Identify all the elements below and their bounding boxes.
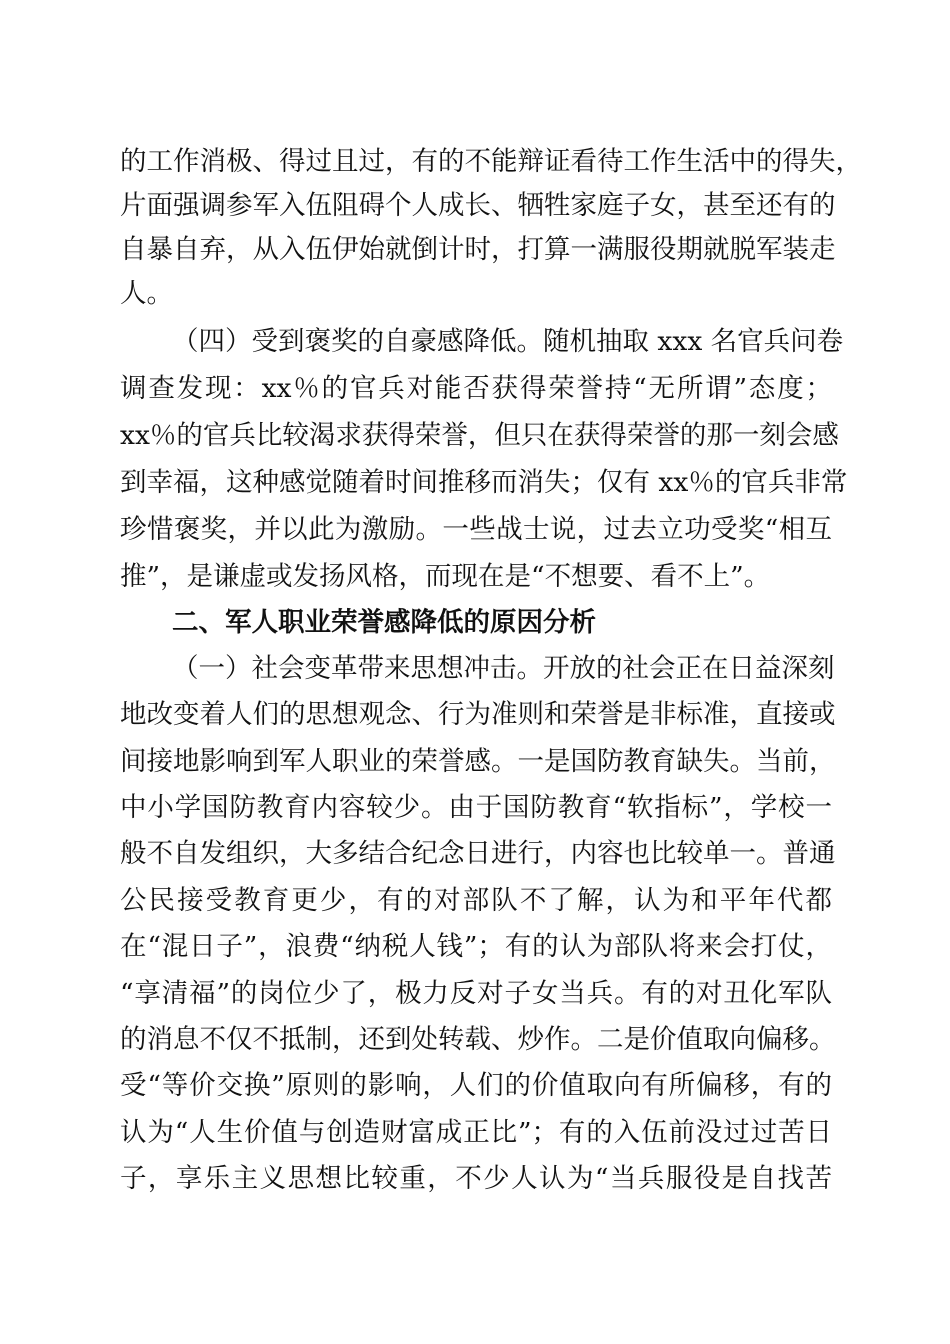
- body-text-line: 珍惜褒奖，并以此为激励。一些战士说，过去立功受奖“相互: [120, 514, 832, 545]
- body-text-line: 公民接受教育更少，有的对部队不了解，认为和平年代都: [120, 885, 832, 916]
- body-text-line: 中小学国防教育内容较少。由于国防教育“软指标”，学校一: [120, 792, 832, 823]
- section-four-lead-line: （四）受到褒奖的自豪感降低。随机抽取 xxx 名官兵问卷: [172, 326, 844, 357]
- body-text-line: 的工作消极、得过且过，有的不能辩证看待工作生活中的得失，: [120, 146, 862, 177]
- body-text-line: 人。: [120, 278, 173, 309]
- body-text-line: 子，享乐主义思想比较重，不少人认为“当兵服役是自找苦: [120, 1163, 832, 1194]
- body-text-line: xx％的官兵比较渴求获得荣誉，但只在获得荣誉的那一刻会感: [120, 420, 839, 451]
- body-text-line: 调查发现：xx％的官兵对能否获得荣誉持“无所谓”态度；: [120, 373, 832, 404]
- subsection-one-lead-line: （一）社会变革带来思想冲击。开放的社会正在日益深刻: [172, 653, 835, 684]
- body-text-line: 推”，是谦虚或发扬风格，而现在是“不想要、看不上”。: [120, 561, 771, 592]
- body-text-line: 间接地影响到军人职业的荣誉感。一是国防教育缺失。当前，: [120, 746, 836, 777]
- body-text-line: 般不自发组织，大多结合纪念日进行，内容也比较单一。普通: [120, 838, 836, 869]
- body-text-line: 受“等价交换”原则的影响，人们的价值取向有所偏移，有的: [120, 1070, 832, 1101]
- body-text-line: 到幸福，这种感觉随着时间推移而消失；仅有 xx％的官兵非常: [120, 467, 848, 498]
- body-text-line: 片面强调参军入伍阻碍个人成长、牺牲家庭子女，甚至还有的: [120, 190, 836, 221]
- body-text-line: 认为“人生价值与创造财富成正比”；有的入伍前没过过苦日: [120, 1117, 832, 1148]
- body-text-line: 的消息不仅不抵制，还到处转载、炒作。二是价值取向偏移。: [120, 1024, 836, 1055]
- body-text-line: 地改变着人们的思想观念、行为准则和荣誉是非标准，直接或: [120, 699, 836, 730]
- section-heading: 二、军人职业荣誉感降低的原因分析: [172, 607, 596, 638]
- body-text-line: 自暴自弃，从入伍伊始就倒计时，打算一满服役期就脱军装走: [120, 234, 836, 265]
- body-text-line: 在“混日子”，浪费“纳税人钱”；有的认为部队将来会打仗，: [120, 931, 832, 962]
- body-text-line: “享清福”的岗位少了，极力反对子女当兵。有的对丑化军队: [120, 978, 832, 1009]
